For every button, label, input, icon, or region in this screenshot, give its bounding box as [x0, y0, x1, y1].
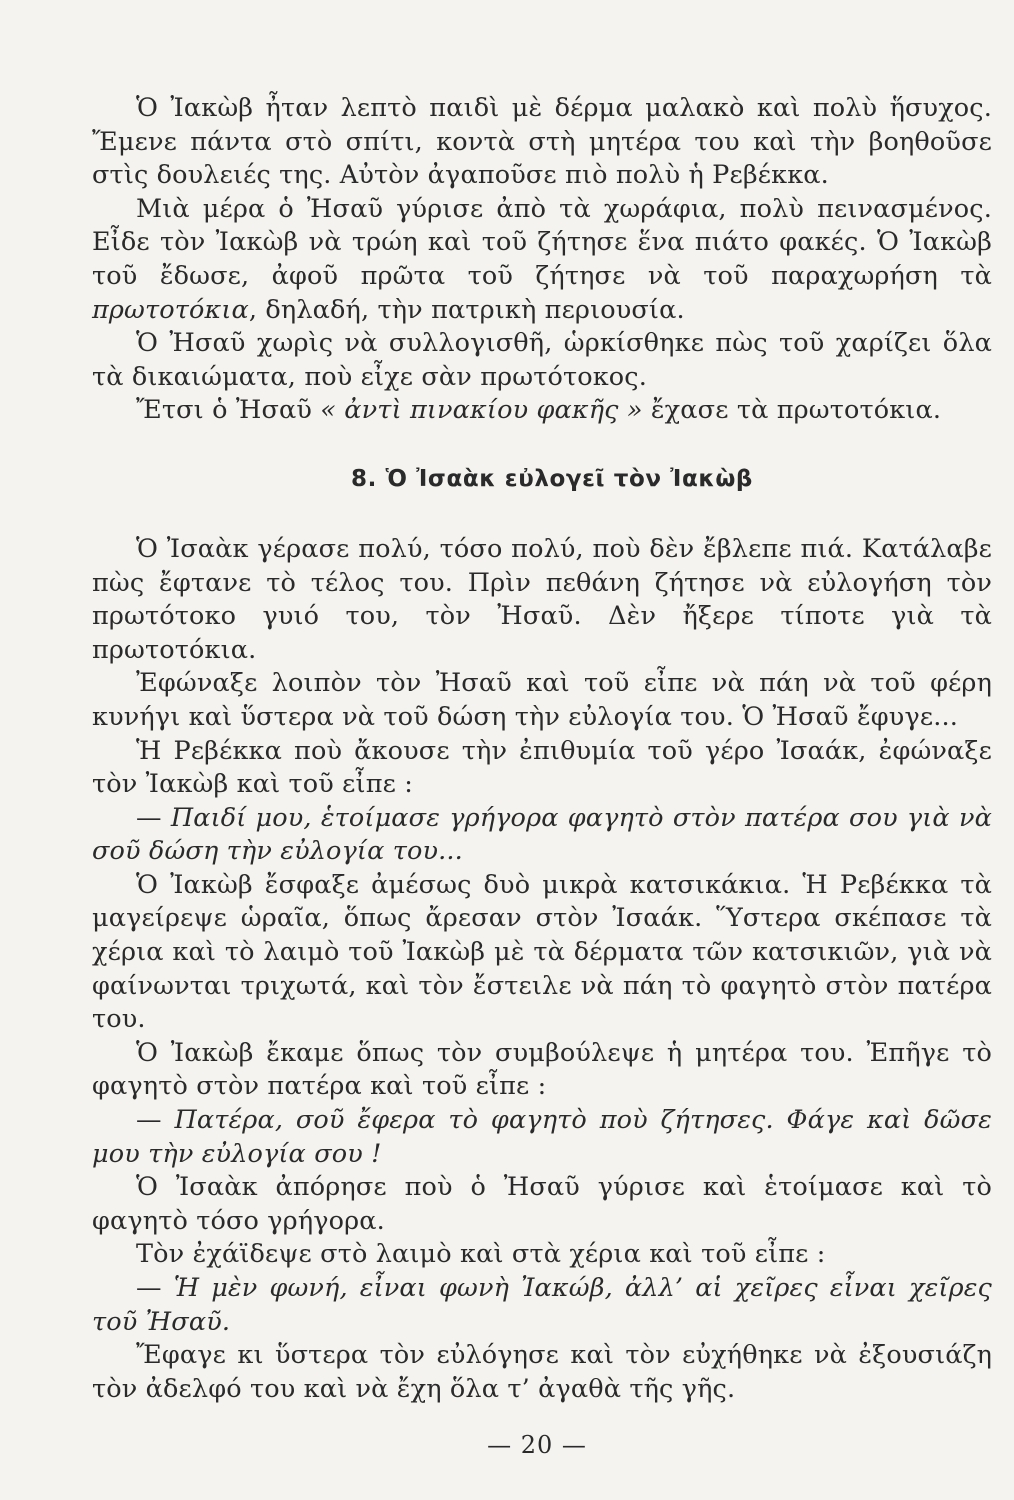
italic-speech: Παιδί μου, ἑτοίμασε γρήγορα φαγητὸ στὸν πατέρα σου γιὰ νὰ σοῦ δώση τὴν εὐλογία του... [92, 802, 992, 867]
page-number: — 20 — [487, 1431, 587, 1459]
paragraph: Ἔφαγε κι ὕστερα τὸν εὐλόγησε καὶ τὸν εὐχήθηκε νὰ ἐξουσιάζη τὸν ἀδελφό του καὶ νὰ ἔχη ὅλα τ’ ἀγαθὰ τῆς γῆς. [92, 1340, 992, 1404]
paragraph: Ὁ Ἰακὼβ ἔκαμε ὅπως τὸν συμβούλεψε ἡ μητέρα του. Ἐπῆγε τὸ φαγητὸ στὸν πατέρα καὶ τοῦ εἶπε : [92, 1037, 992, 1102]
dialogue-line: — Ἡ μὲν φωνή, εἶναι φωνὴ Ἰακώβ, ἀλλ’ αἱ χεῖρες εἶναι χεῖρες τοῦ Ἠσαῦ. [92, 1273, 992, 1337]
page-body [92, 92, 992, 1406]
paragraph: Ἐφώναξε λοιπὸν τὸν Ἠσαῦ καὶ τοῦ εἶπε νὰ πάη νὰ τοῦ φέρη κυνήγι καὶ ὕστερα νὰ τοῦ δώση τὴν εὐλογία του. Ὁ Ἠσαῦ ἔφυγε... [92, 668, 992, 732]
paragraph: Ὁ Ἰσαὰκ γέρασε πολύ, τόσο πολύ, ποὺ δὲν ἔβλεπε πιά. Κατάλαβε πὼς ἔφτανε τὸ τέλος του. Πρὶν πεθάνη ζήτησε νὰ εὐλογήση τὸν πρωτότοκο γυιό του, τὸν Ἠσαῦ. Δὲν ἤξερε τίποτε γιὰ τὰ πρωτοτόκια. [92, 533, 992, 665]
dialogue-line: — Πατέρα, σοῦ ἔφερα τὸ φαγητὸ ποὺ ζήτησες. Φάγε καὶ δῶσε μου τὴν εὐλογία σου ! [92, 1105, 992, 1169]
paragraph: Μιὰ μέρα ὁ Ἠσαῦ γύρισε ἀπὸ τὰ χωράφια, πολὺ πεινασμένος. Εἶδε τὸν Ἰακὼβ νὰ τρώη καὶ τοῦ ζήτησε ἕνα πιάτο φακές. Ὁ Ἰακὼβ τοῦ ἔδωσε, ἀφοῦ πρῶτα τοῦ ζήτησε νὰ τοῦ παραχωρήση τὰ πρωτοτόκια, δηλαδή, τὴν πατρικὴ περιουσία. [92, 193, 992, 325]
paragraph: Ἔτσι ὁ Ἠσαῦ « ἀντὶ πινακίου φακῆς » ἔχασε τὰ πρωτοτόκια. [136, 395, 942, 426]
italic-term: πρωτοτόκια [92, 294, 249, 325]
italic-phrase: « ἀντὶ πινακίου φακῆς » [320, 395, 643, 426]
paragraph: Ὁ Ἠσαῦ χωρὶς νὰ συλλογισθῆ, ὡρκίσθηκε πὼς τοῦ χαρίζει ὅλα τὰ δικαιώματα, ποὺ εἶχε σὰν πρωτότοκος. [92, 328, 992, 392]
paragraph: Ἡ Ρεβέκκα ποὺ ἄκουσε τὴν ἐπιθυμία τοῦ γέρο Ἰσαάκ, ἐφώναξε τὸν Ἰακὼβ καὶ τοῦ εἶπε : [92, 735, 992, 800]
paragraph: Ὁ Ἰακὼβ ἦταν λεπτὸ παιδὶ μὲ δέρμα μαλακὸ καὶ πολὺ ἥσυχος. Ἔμενε πάντα στὸ σπίτι, κοντὰ στὴ μητέρα του καὶ τὴν βοηθοῦσε στὶς δουλειές της. Αὐτὸν ἀγαποῦσε πιὸ πολὺ ἡ Ρεβέκκα. [92, 93, 992, 191]
paragraph: Ὁ Ἰσαὰκ ἀπόρησε ποὺ ὁ Ἠσαῦ γύρισε καὶ ἑτοίμασε καὶ τὸ φαγητὸ τόσο γρήγορα. [92, 1172, 992, 1236]
paragraph: Ὁ Ἰακὼβ ἔσφαξε ἀμέσως δυὸ μικρὰ κατσικάκια. Ἡ Ρεβέκκα τὰ μαγείρεψε ὡραῖα, ὅπως ἄρεσαν στὸν Ἰσαάκ. Ὕστερα σκέπασε τὰ χέρια καὶ τὸ λαιμὸ τοῦ Ἰακὼβ μὲ τὰ δέρματα τῶν κατσικιῶν, γιὰ νὰ φαίνωνται τριχωτά, καὶ τὸν ἔστειλε νὰ πάη τὸ φαγητὸ στὸν πατέρα του. [92, 869, 992, 1035]
paragraph: Τὸν ἐχάϊδεψε στὸ λαιμὸ καὶ στὰ χέρια καὶ τοῦ εἶπε : [136, 1239, 826, 1270]
italic-speech: Ἡ μὲν φωνή, εἶναι φωνὴ Ἰακώβ, ἀλλ’ αἱ χεῖρες εἶναι χεῖρες τοῦ Ἠσαῦ. [92, 1273, 992, 1337]
dialogue-line: — Παιδί μου, ἑτοίμασε γρήγορα φαγητὸ στὸν πατέρα σου γιὰ νὰ σοῦ δώση τὴν εὐλογία του... [92, 802, 992, 867]
italic-speech: Πατέρα, σοῦ ἔφερα τὸ φαγητὸ ποὺ ζήτησες. Φάγε καὶ δῶσε μου τὴν εὐλογία σου ! [92, 1105, 992, 1169]
section-heading: 8. Ὁ Ἰσαὰκ εὐλογεῖ τὸν Ἰακὼβ [351, 465, 753, 492]
